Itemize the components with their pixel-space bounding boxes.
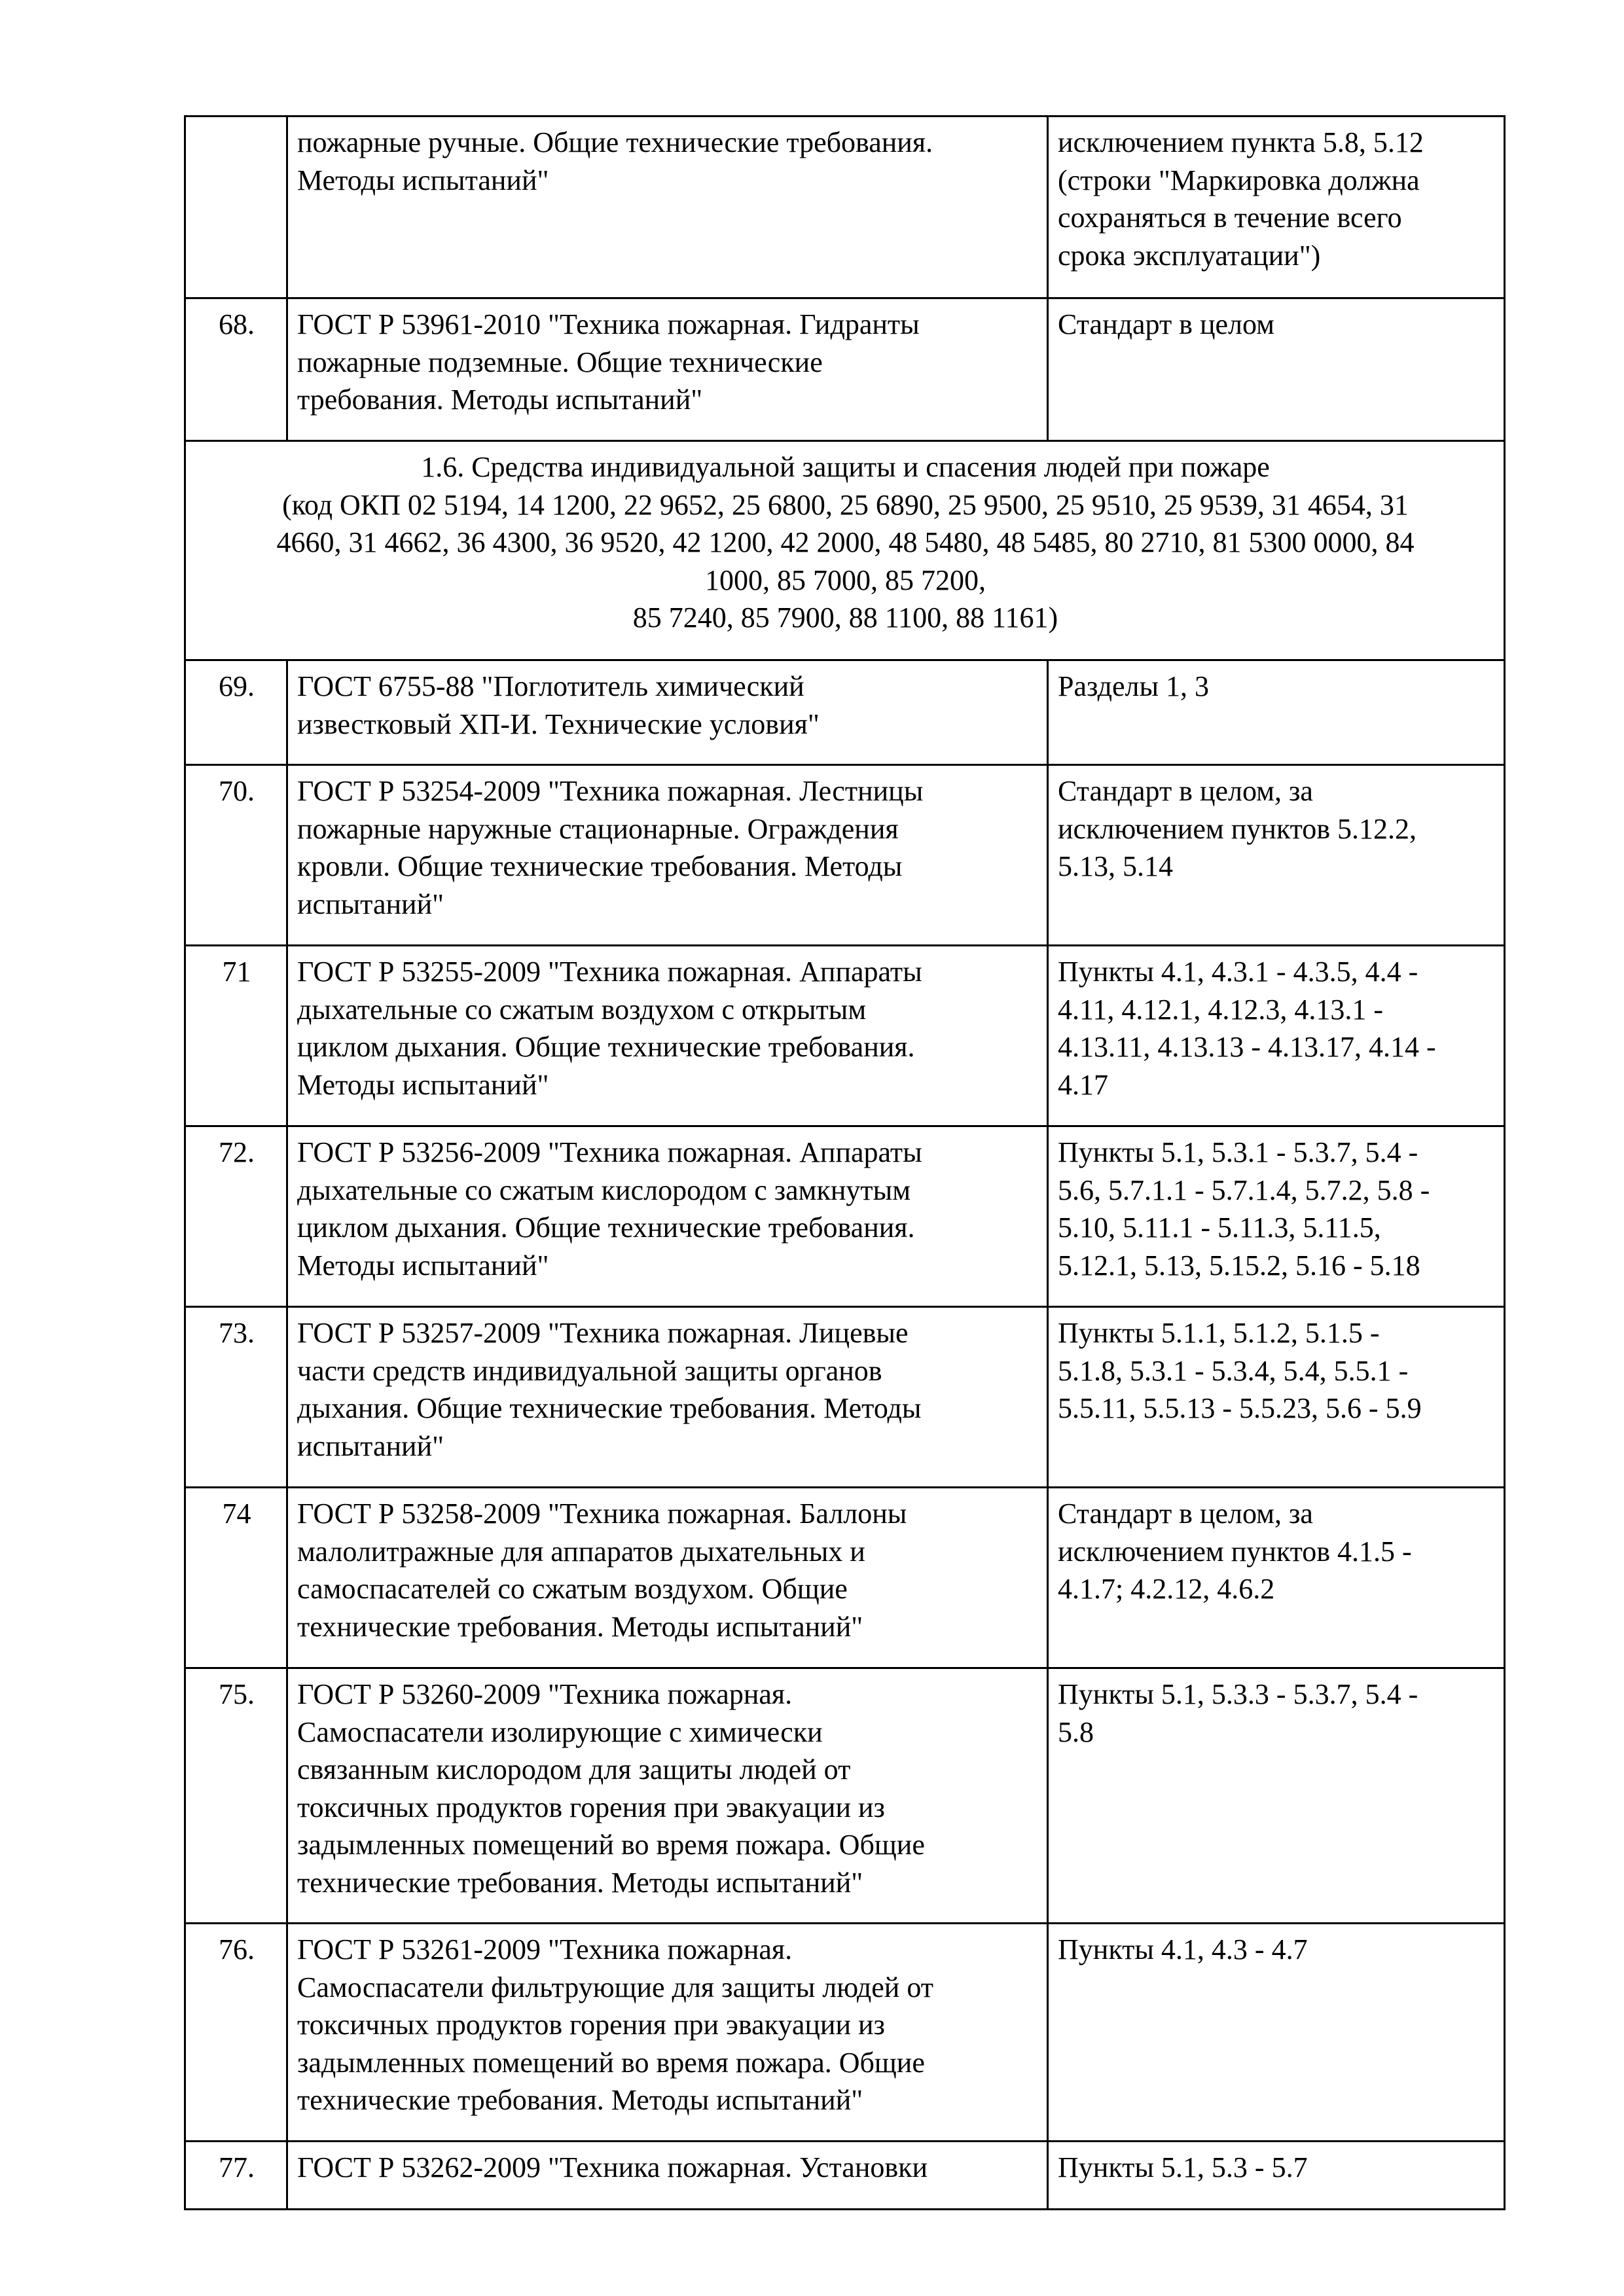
row-number bbox=[185, 117, 287, 298]
section-codes-line: 1000, 85 7000, 85 7200, bbox=[705, 564, 986, 596]
standard-title: ГОСТ Р 53257-2009 "Техника пожарная. Лицевые части средств индивидуальной защиты органов дыхания. Общие технические требования. Методы испытаний" bbox=[287, 1307, 1048, 1488]
row-number: 68. bbox=[185, 298, 287, 441]
table-row bbox=[185, 1126, 1505, 1307]
applicable-scope: Пункты 4.1, 4.3 - 4.7 bbox=[1048, 1924, 1505, 2142]
section-header-row bbox=[185, 441, 1505, 660]
row-number: 71 bbox=[185, 946, 287, 1126]
standard-title: ГОСТ Р 53260-2009 "Техника пожарная. Самоспасатели изолирующие с химически связанным кислородом для защиты людей от токсичных продуктов горения при эвакуации из задымленных помещений во время пожара. Общие технические требования. Методы испытаний" bbox=[287, 1668, 1048, 1924]
applicable-scope: Пункты 5.1, 5.3.3 - 5.3.7, 5.4 - 5.8 bbox=[1048, 1668, 1505, 1924]
applicable-scope: Пункты 5.1, 5.3.1 - 5.3.7, 5.4 - 5.6, 5.7.1.1 - 5.7.1.4, 5.7.2, 5.8 - 5.10, 5.11.1 - 5.11.3, 5.11.5, 5.12.1, 5.13, 5.15.2, 5.16 - 5.18 bbox=[1048, 1126, 1505, 1307]
row-number: 72. bbox=[185, 1126, 287, 1307]
standard-title: ГОСТ Р 53262-2009 "Техника пожарная. Установки bbox=[287, 2142, 1048, 2210]
row-number: 76. bbox=[185, 1924, 287, 2142]
table-row bbox=[185, 298, 1505, 441]
applicable-scope: Стандарт в целом, за исключением пунктов 4.1.5 - 4.1.7; 4.2.12, 4.6.2 bbox=[1048, 1488, 1505, 1668]
table-row bbox=[185, 1488, 1505, 1668]
standard-title: ГОСТ Р 53255-2009 "Техника пожарная. Аппараты дыхательные со сжатым воздухом с открытым циклом дыхания. Общие технические требования. Методы испытаний" bbox=[287, 946, 1048, 1126]
applicable-scope: Пункты 4.1, 4.3.1 - 4.3.5, 4.4 - 4.11, 4.12.1, 4.12.3, 4.13.1 - 4.13.11, 4.13.13 - 4.13.17, 4.14 - 4.17 bbox=[1048, 946, 1505, 1126]
section-heading bbox=[185, 441, 1505, 660]
table-row bbox=[185, 2142, 1505, 2210]
standard-title: ГОСТ Р 53256-2009 "Техника пожарная. Аппараты дыхательные со сжатым кислородом с замкнутым циклом дыхания. Общие технические требования. Методы испытаний" bbox=[287, 1126, 1048, 1307]
table-row bbox=[185, 765, 1505, 946]
applicable-scope: Разделы 1, 3 bbox=[1048, 660, 1505, 765]
row-number: 70. bbox=[185, 765, 287, 946]
standard-title: ГОСТ 6755-88 "Поглотитель химический известковый ХП-И. Технические условия" bbox=[287, 660, 1048, 765]
document-page bbox=[184, 115, 1504, 2210]
row-number: 69. bbox=[185, 660, 287, 765]
section-codes-line: (код ОКП 02 5194, 14 1200, 22 9652, 25 6800, 25 6890, 25 9500, 25 9510, 25 9539, 31 4654, 31 bbox=[282, 488, 1409, 521]
applicable-scope: исключением пункта 5.8, 5.12 (строки "Маркировка должна сохраняться в течение всего срока эксплуатации") bbox=[1048, 117, 1505, 298]
applicable-scope: Стандарт в целом, за исключением пунктов 5.12.2, 5.13, 5.14 bbox=[1048, 765, 1505, 946]
table-row bbox=[185, 660, 1505, 765]
applicable-scope: Стандарт в целом bbox=[1048, 298, 1505, 441]
table-row bbox=[185, 1307, 1505, 1488]
table-row bbox=[185, 117, 1505, 298]
applicable-scope: Пункты 5.1, 5.3 - 5.7 bbox=[1048, 2142, 1505, 2210]
section-codes-line: 4660, 31 4662, 36 4300, 36 9520, 42 1200, 42 2000, 48 5480, 48 5485, 80 2710, 81 5300 0000, 84 bbox=[276, 526, 1415, 558]
standard-title: пожарные ручные. Общие технические требования. Методы испытаний" bbox=[287, 117, 1048, 298]
standard-title: ГОСТ Р 53258-2009 "Техника пожарная. Баллоны малолитражные для аппаратов дыхательных и самоспасателей со сжатым воздухом. Общие технические требования. Методы испытаний" bbox=[287, 1488, 1048, 1668]
table-row bbox=[185, 1924, 1505, 2142]
section-title: 1.6. Средства индивидуальной защиты и спасения людей при пожаре bbox=[421, 451, 1270, 483]
standard-title: ГОСТ Р 53261-2009 "Техника пожарная. Самоспасатели фильтрующие для защиты людей от токсичных продуктов горения при эвакуации из задымленных помещений во время пожара. Общие технические требования. Методы испытаний" bbox=[287, 1924, 1048, 2142]
row-number: 73. bbox=[185, 1307, 287, 1488]
row-number: 75. bbox=[185, 1668, 287, 1924]
table-row bbox=[185, 1668, 1505, 1924]
section-codes-line: 85 7240, 85 7900, 88 1100, 88 1161) bbox=[632, 601, 1058, 634]
table-row bbox=[185, 946, 1505, 1126]
standards-table bbox=[184, 115, 1506, 2210]
applicable-scope: Пункты 5.1.1, 5.1.2, 5.1.5 - 5.1.8, 5.3.1 - 5.3.4, 5.4, 5.5.1 - 5.5.11, 5.5.13 - 5.5.23, 5.6 - 5.9 bbox=[1048, 1307, 1505, 1488]
row-number: 74 bbox=[185, 1488, 287, 1668]
standard-title: ГОСТ Р 53961-2010 "Техника пожарная. Гидранты пожарные подземные. Общие технические требования. Методы испытаний" bbox=[287, 298, 1048, 441]
standard-title: ГОСТ Р 53254-2009 "Техника пожарная. Лестницы пожарные наружные стационарные. Ограждения кровли. Общие технические требования. Методы испытаний" bbox=[287, 765, 1048, 946]
row-number: 77. bbox=[185, 2142, 287, 2210]
